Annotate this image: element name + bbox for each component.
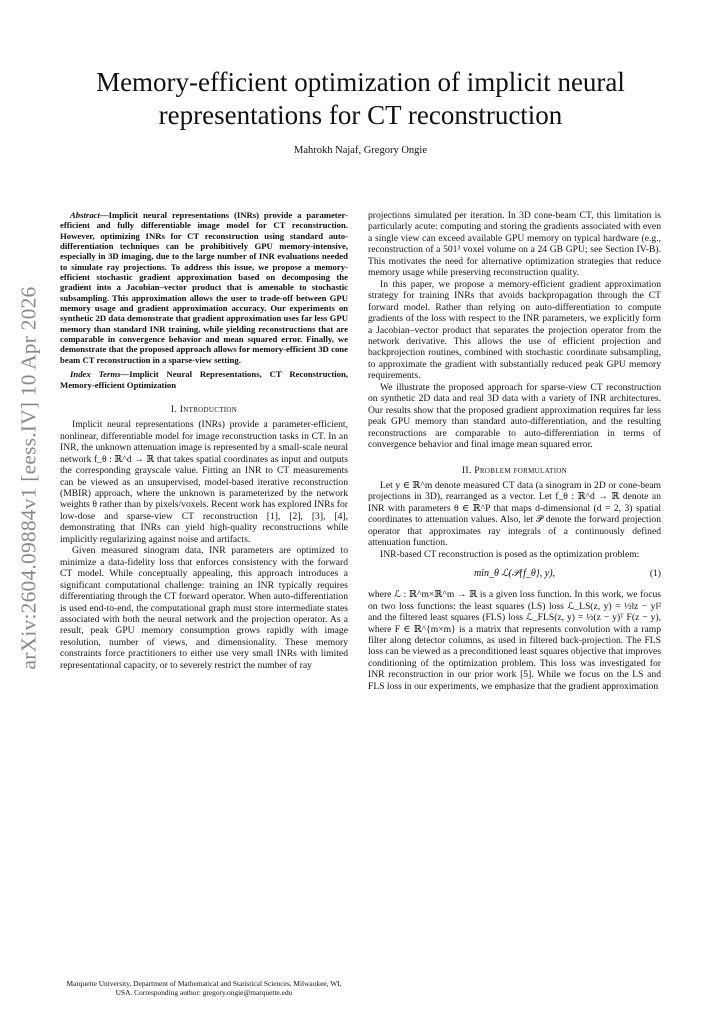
- arxiv-identifier-stamp: [9, 268, 49, 688]
- problem-paragraph-3: where ℒ : ℝ^m×ℝ^m → ℝ is a given loss function. In this work, we focus on two loss functions: the least squares (LS) loss ℒ_LS(z, y) = ½‖z − y‖² and the filtered least squares (FLS) loss ℒ_FLS(z, y) = ½(z − y)ᵀ F(z − y), where F ∈ ℝ^{m×m} is a matrix that represents convolution with a ramp filter along detector columns, as used in filtered back-projection. The FLS loss can be viewed as a preconditioned least squares objective that improves conditioning of the optimization problem. This loss was investigated for INR reconstruction in our prior work [5]. While we focus on the LS and FLS loss in our experiments, we emphasize that the gradient approximation: [368, 589, 661, 692]
- equation-1-body: min_θ ℒ(𝒫{f_θ}, y),: [473, 568, 556, 580]
- index-terms-lead: Index Terms: [70, 369, 121, 380]
- abstract: [60, 210, 348, 365]
- section-heading-problem-formulation: II. Problem formulation: [461, 464, 568, 476]
- affiliation-footnote: Marquette University, Department of Mathematical and Statistical Sciences, Milwaukee, WI, USA. Corresponding author: gregory.ongie@marquette.edu: [66, 979, 342, 997]
- arxiv-identifier-text: arXiv:2604.09884v1 [eess.IV] 10 Apr 2026: [16, 286, 41, 670]
- equation-1: [368, 563, 661, 585]
- problem-paragraph-1: Let y ∈ ℝ^m denote measured CT data (a sinogram in 2D or cone-beam projections in 3D), rearranged as a vector. Let f_θ : ℝ^d → ℝ denote an INR with parameters θ ∈ ℝ^P that maps d-dimensional (d = 2, 3) spatial coordinates to attenuation values. Also, let 𝒫 denote the forward projection operator that approximates ray integrals of a continuously defined attenuation function.: [368, 479, 661, 549]
- abstract-lead: Abstract: [70, 210, 100, 220]
- section-heading-introduction: I. Introduction: [170, 403, 238, 415]
- intro-paragraph-2-continued: projections simulated per iteration. In 3D cone-beam CT, this limitation is particularly acute: computing and storing the gradients associated with even a single view can exceed available GPU memory on typical hardware (e.g., reconstruction of a 501³ voxel volume on a 24 GB GPU; see Section IV-B). This motivates the need for alternative optimization strategies that reduce memory usage while preserving reconstruction quality.: [368, 210, 661, 279]
- left-column: [60, 210, 348, 671]
- paper-title: Memory-efficient optimization of implicit neural representations for CT reconstruction: [96, 67, 625, 130]
- abstract-text: —Implicit neural representations (INRs) provide a parameter-efficient and fully differentiable image model for CT reconstruction. However, optimizing INRs for CT reconstruction using standard auto-differentiation techniques can be prohibitively GPU memory-intensive, especially in 3D imaging, due to the large number of INR evaluations needed to simulate ray projections. To address this issue, we propose a memory-efficient stochastic gradient approximation based on decomposing the gradient into a Jacobian–vector product that is amenable to stochastic subsampling. This approximation allows the user to trade-off between GPU memory usage and gradient approximation accuracy. Our experiments on synthetic 2D data demonstrate that gradient approximation uses far less GPU memory than standard INR training, while yielding reconstructions that are comparable in convergence behavior and mean squared error. Finally, we demonstrate that the proposed approach allows for memory-efficient 3D cone beam CT reconstruction in a sparse-view setting.: [60, 210, 348, 365]
- intro-paragraph-1: Implicit neural representations (INRs) provide a parameter-efficient, nonlinear, differentiable model for image reconstruction tasks in CT. In an INR, the unknown attenuation image is represented by a small-scale neural network f_θ : ℝ^d → ℝ that takes spatial coordinates as input and outputs the corresponding grayscale value. Fitting an INR to CT measurements can be viewed as an unsupervised, model-based iterative reconstruction (MBIR) approach, where the unknown is parameterized by the network weights θ rather than by pixels/voxels. Recent work has explored INRs for low-dose and sparse-view CT reconstruction [1], [2], [3], [4], demonstrating that INRs can yield high-quality reconstructions while implicitly regularizing against noise and artifacts.: [60, 419, 348, 545]
- index-terms: [60, 369, 348, 390]
- intro-paragraph-4: We illustrate the proposed approach for sparse-view CT reconstruction on synthetic 2D data and real 3D data with a variety of INR architectures. Our results show that the proposed gradient approximation requires far less peak GPU memory than standard auto-differentiation, and the resulting reconstructions are comparable to auto-differentiation in terms of convergence behavior and final image mean squared error.: [368, 381, 661, 451]
- problem-paragraph-2: INR-based CT reconstruction is posed as the optimization problem:: [380, 548, 640, 560]
- index-terms-text: —Implicit Neural Representations, CT Reconstruction, Memory-efficient Optimization: [60, 369, 349, 390]
- equation-1-number: (1): [649, 568, 661, 580]
- right-column: [368, 210, 661, 692]
- paper-authors: Mahrokh Najaf, Gregory Ongie: [294, 145, 427, 156]
- intro-paragraph-2: Given measured sinogram data, INR parameters are optimized to minimize a data-fidelity loss that enforces consistency with the forward CT model. While conceptually appealing, this approach introduces a significant computational challenge: training an INR typically requires differentiating through the CT forward operator. When auto-differentiation is used end-to-end, the computational graph must store intermediate states associated with both the neural network and the projection operator. As a result, peak GPU memory consumption grows rapidly with image resolution, number of views, and dimensionality. These memory constraints force practitioners to either use very small INRs with limited representational capacity, or to severely restrict the number of ray: [60, 545, 348, 671]
- intro-paragraph-3: In this paper, we propose a memory-efficient gradient approximation strategy for training INRs that avoids backpropagation through the CT forward model. Rather than relying on auto-differentiation to compute gradients of the loss with respect to the INR parameters, we explicitly form a Jacobian–vector product that separates the projection operator from the network derivative. This allows the use of efficient projection and backprojection routines, combined with stochastic coordinate subsampling, to approximate the gradient with substantially reduced peak GPU memory requirements.: [368, 278, 661, 382]
